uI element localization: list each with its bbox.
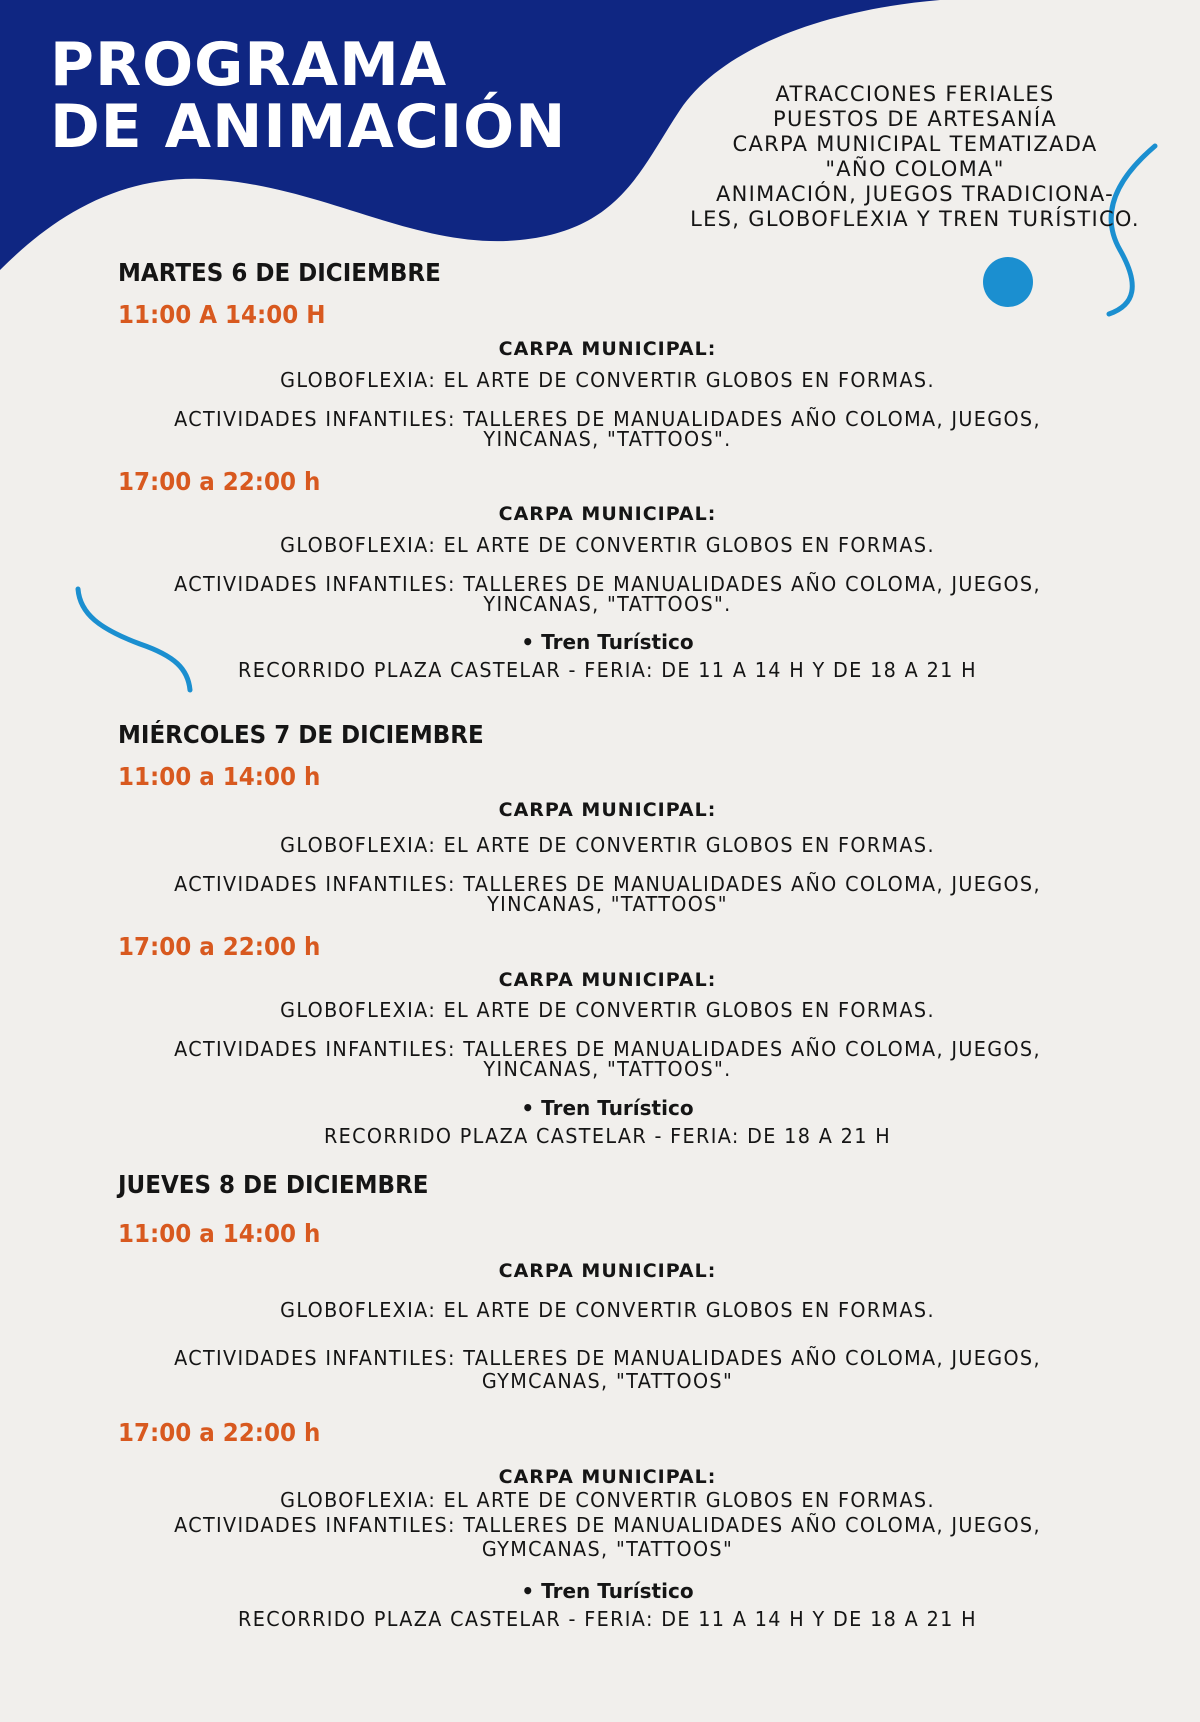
dot-decoration: [982, 256, 1036, 310]
activities-text: ACTIVIDADES INFANTILES: TALLERES DE MANUALIDADES AÑO COLOMA, JUEGOS,: [174, 872, 1041, 896]
globoflexia-text: GLOBOFLEXIA: EL ARTE DE CONVERTIR GLOBOS EN FORMAS.: [280, 833, 935, 857]
intro-line: PUESTOS DE ARTESANÍA: [773, 107, 1057, 131]
globoflexia-text: GLOBOFLEXIA: EL ARTE DE CONVERTIR GLOBOS EN FORMAS.: [280, 998, 935, 1022]
venue-label: CARPA MUNICIPAL:: [498, 338, 717, 360]
tren-turistico-label: • Tren Turístico: [521, 630, 694, 654]
tren-route: RECORRIDO PLAZA CASTELAR - FERIA: DE 11 A 14 H Y DE 18 A 21 H: [238, 658, 977, 682]
title-line-2: DE ANIMACIÓN: [50, 92, 567, 162]
time-slot-heading: 17:00 a 22:00 h: [118, 932, 321, 961]
activities-text: ACTIVIDADES INFANTILES: TALLERES DE MANUALIDADES AÑO COLOMA, JUEGOS,: [174, 407, 1041, 431]
intro-line: CARPA MUNICIPAL TEMATIZADA: [732, 132, 1098, 156]
activities-text-cont: GYMCANAS, "TATTOOS": [481, 1369, 734, 1393]
intro-line: "AÑO COLOMA": [825, 157, 1005, 181]
globoflexia-text: GLOBOFLEXIA: EL ARTE DE CONVERTIR GLOBOS EN FORMAS.: [280, 533, 935, 557]
activities-text: ACTIVIDADES INFANTILES: TALLERES DE MANUALIDADES AÑO COLOMA, JUEGOS,: [174, 1346, 1041, 1370]
activities-text-cont: GYMCANAS, "TATTOOS": [481, 1537, 734, 1561]
venue-label: CARPA MUNICIPAL:: [498, 799, 717, 821]
globoflexia-text: GLOBOFLEXIA: EL ARTE DE CONVERTIR GLOBOS EN FORMAS.: [280, 368, 935, 392]
tren-route: RECORRIDO PLAZA CASTELAR - FERIA: DE 11 A 14 H Y DE 18 A 21 H: [238, 1607, 977, 1631]
activities-text: ACTIVIDADES INFANTILES: TALLERES DE MANUALIDADES AÑO COLOMA, JUEGOS,: [174, 572, 1041, 596]
time-slot-heading: 11:00 a 14:00 h: [118, 762, 321, 791]
globoflexia-text: GLOBOFLEXIA: EL ARTE DE CONVERTIR GLOBOS EN FORMAS.: [280, 1488, 935, 1512]
intro-line: LES, GLOBOFLEXIA Y TREN TURÍSTICO.: [690, 207, 1140, 231]
time-slot-heading: 11:00 a 14:00 h: [118, 1219, 321, 1248]
title-line-1: PROGRAMA: [50, 30, 448, 100]
time-slot-heading: 17:00 a 22:00 h: [118, 1418, 321, 1447]
time-slot-heading: 17:00 a 22:00 h: [118, 467, 321, 496]
day-heading: JUEVES 8 DE DICIEMBRE: [118, 1170, 429, 1199]
intro-line: ATRACCIONES FERIALES: [775, 82, 1055, 106]
venue-label: CARPA MUNICIPAL:: [498, 1260, 717, 1282]
tren-turistico-label: • Tren Turístico: [521, 1096, 694, 1120]
intro-summary: [660, 82, 1170, 232]
tren-turistico-label: • Tren Turístico: [521, 1579, 694, 1603]
activities-text-cont: YINCANAS, "TATTOOS".: [483, 1057, 732, 1081]
venue-label: CARPA MUNICIPAL:: [498, 969, 717, 991]
activities-text: ACTIVIDADES INFANTILES: TALLERES DE MANUALIDADES AÑO COLOMA, JUEGOS,: [174, 1513, 1041, 1537]
activities-text-cont: YINCANAS, "TATTOOS".: [483, 427, 732, 451]
day-heading: MARTES 6 DE DICIEMBRE: [118, 258, 441, 287]
activities-text: ACTIVIDADES INFANTILES: TALLERES DE MANUALIDADES AÑO COLOMA, JUEGOS,: [174, 1037, 1041, 1061]
time-slot-heading: 11:00 A 14:00 H: [118, 300, 326, 329]
page-title: [50, 30, 567, 162]
venue-label: CARPA MUNICIPAL:: [498, 1466, 717, 1488]
venue-label: CARPA MUNICIPAL:: [498, 503, 717, 525]
activities-text-cont: YINCANAS, "TATTOOS": [487, 892, 728, 916]
intro-line: ANIMACIÓN, JUEGOS TRADICIONA-: [715, 182, 1115, 206]
day-heading: MIÉRCOLES 7 DE DICIEMBRE: [118, 720, 484, 749]
tren-route: RECORRIDO PLAZA CASTELAR - FERIA: DE 18 A 21 H: [323, 1124, 892, 1148]
globoflexia-text: GLOBOFLEXIA: EL ARTE DE CONVERTIR GLOBOS EN FORMAS.: [280, 1298, 935, 1322]
activities-text-cont: YINCANAS, "TATTOOS".: [483, 592, 732, 616]
